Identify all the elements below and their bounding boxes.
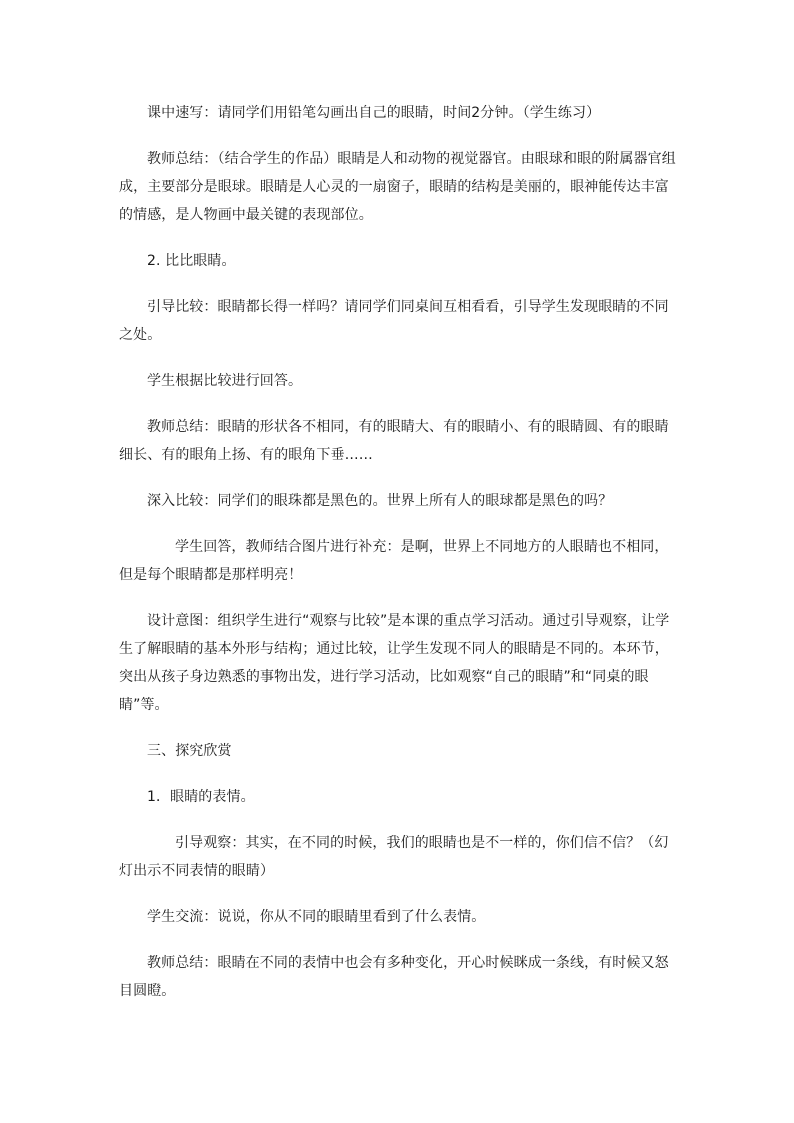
paragraph-student-response-supplement: 学生回答，教师结合图片进行补充：是啊，世界上不同地方的人眼睛也不相同，但是每个眼睛都是那样明亮！ [119, 539, 669, 583]
paragraph-deep-comparison: 深入比较：同学们的眼珠都是黑色的。世界上所有人的眼球都是黑色的吗？ [147, 493, 613, 509]
paragraph-students-answer: 学生根据比较进行回答。 [147, 373, 303, 389]
document-body [119, 99, 679, 1005]
paragraph-student-exchange: 学生交流：说说，你从不同的眼睛里看到了什么表情。 [147, 909, 486, 925]
paragraph-teacher-summary-eye-shapes: 教师总结：眼睛的形状各不相同，有的眼睛大、有的眼睛小、有的眼睛圆、有的眼睛细长、有的眼角上扬、有的眼角下垂…… [119, 419, 669, 463]
paragraph-design-intent: 设计意图：组织学生进行“观察与比较”是本课的重点学习活动。通过引导观察，让学生了解眼睛的基本外形与结构；通过比较，让学生发现不同人的眼睛是不同的。本环节，突出从孩子身边熟悉的事物出发，进行学习活动，比如观察“自己的眼睛”和“同桌的眼睛”等。 [119, 613, 670, 713]
section-heading-compare-eyes: 2. 比比眼睛。 [147, 253, 236, 269]
paragraph-guided-observation: 引导观察：其实，在不同的时候，我们的眼睛也是不一样的，你们信不信？（幻灯出示不同表情的眼睛） [119, 835, 669, 879]
paragraph-teacher-summary-expressions: 教师总结：眼睛在不同的表情中也会有多种变化，开心时候眯成一条线，有时候又怒目圆瞪。 [119, 955, 669, 999]
section-heading-eye-expressions: 1．眼睛的表情。 [147, 789, 255, 805]
paragraph-teacher-summary-eye-structure: 教师总结：（结合学生的作品）眼睛是人和动物的视觉器官。由眼球和眼的附属器官组成，主要部分是眼球。眼睛是人心灵的一扇窗子，眼睛的结构是美丽的，眼神能传达丰富的情感，是人物画中最关键的表现部位。 [119, 151, 676, 223]
paragraph-guided-comparison: 引导比较：眼睛都长得一样吗？请同学们同桌间互相看看，引导学生发现眼睛的不同之处。 [119, 299, 669, 343]
paragraph-sketch-exercise: 课中速写：请同学们用铅笔勾画出自己的眼睛，时间2分钟。（学生练习） [147, 105, 601, 121]
section-heading-explore-appreciate: 三、探究欣赏 [147, 743, 232, 759]
